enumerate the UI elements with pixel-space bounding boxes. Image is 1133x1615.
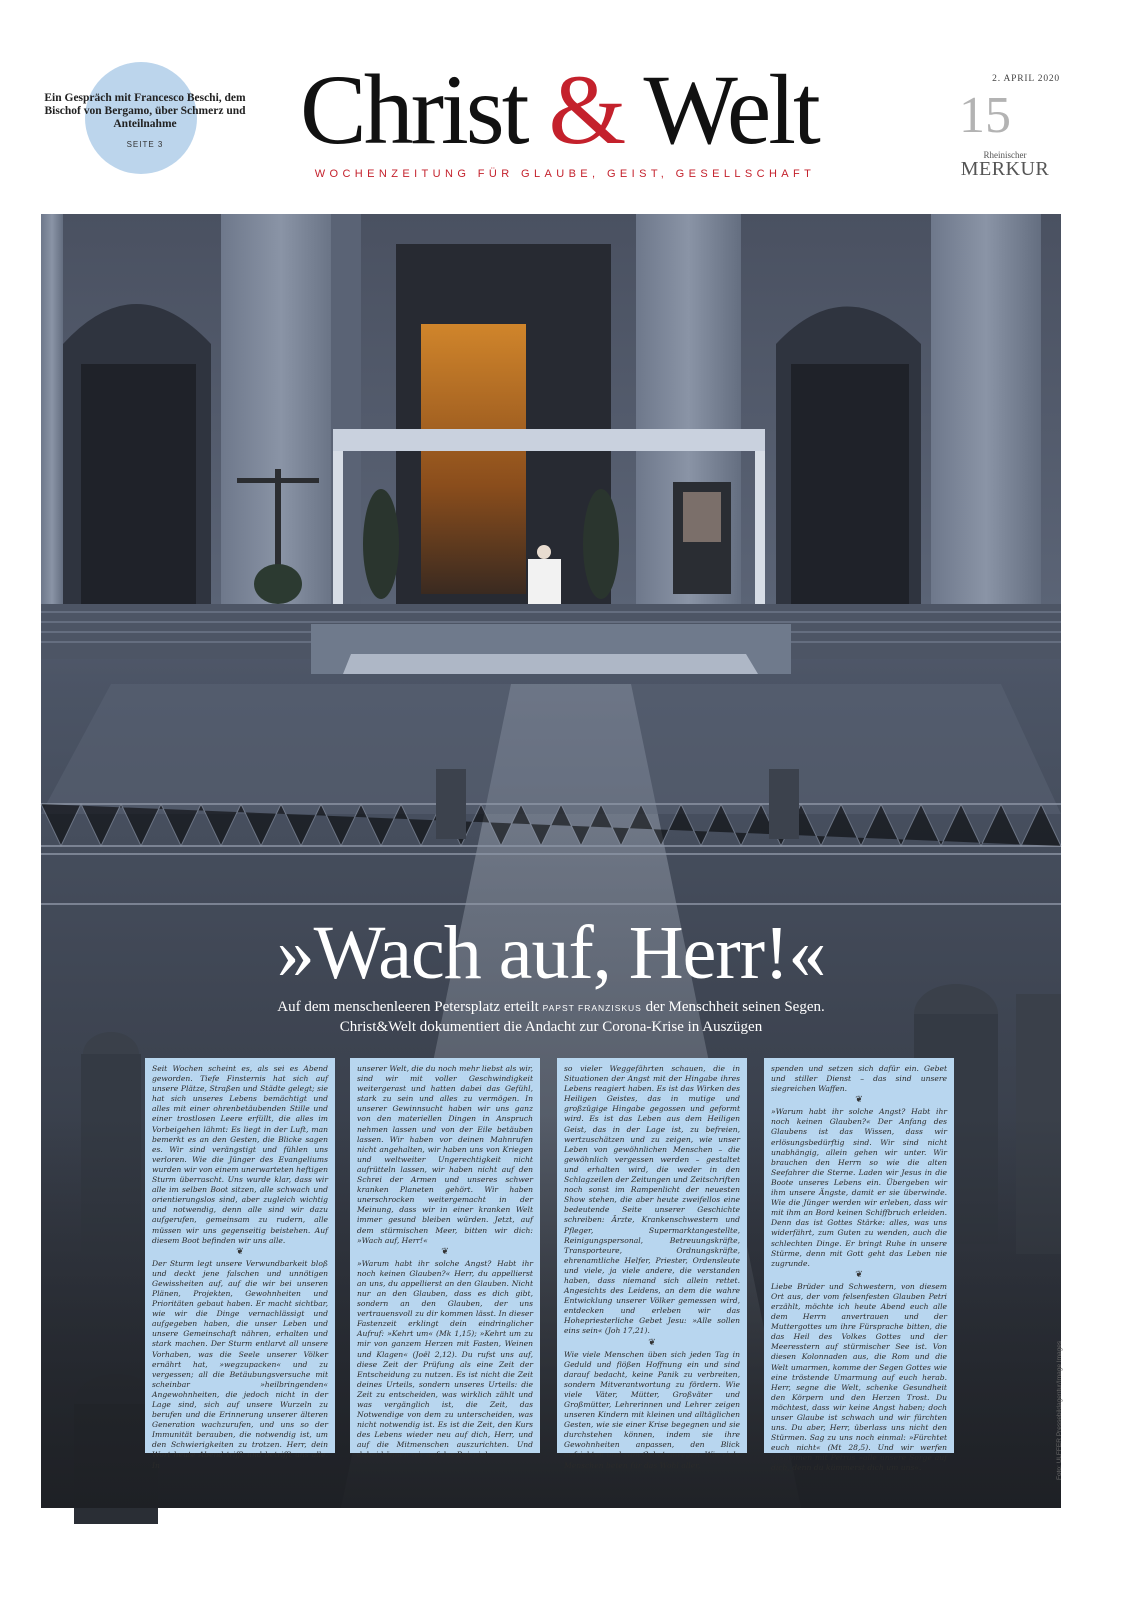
article-deck: [241, 998, 861, 1037]
teaser-text[interactable]: Ein Gespräch mit Francesco Beschi, dem Bischof von Bergamo, über Schmerz und Anteilnahme: [44, 92, 246, 130]
ornament-divider: ❦: [855, 1269, 863, 1280]
deck-text-1: Auf dem menschenleeren Petersplatz erteilt: [277, 999, 539, 1015]
paragraph: Seit Wochen scheint es, als sei es Abend geworden. Tiefe Finsternis hat sich auf unsere Plätze, Straßen und Städte gelegt; sie hat sich unseres Lebens bemächtigt und alles mit einer ohrenbetäubenden Stille und einer trostlosen Leere erfüllt, die alles im Vorbeigehen lähmt: Es liegt in der Luft, man bemerkt es an den Gesten, die Blicke sagen es. Wir sind verängstigt und fühlen uns verloren. Wie die Jünger des Evangeliums wurden wir von einem unerwarteten heftigen Sturm überrascht. Uns wurde klar, dass wir alle im selben Boot sitzen, alle schwach und orientierungslos sind, aber zugleich wichtig und notwendig, denn alle sind wir dazu aufgerufen, gemeinsam zu rudern, alle müssen wir uns gegenseitig beistehen. Auf diesem Boot befinden wir uns alle.: [152, 1064, 328, 1245]
deck-byline: PAPST FRANZISKUS: [542, 1003, 642, 1013]
article-headline: »Wach auf, Herr!«: [276, 911, 826, 995]
masthead-logo: [300, 54, 840, 165]
logo-christ: Christ: [300, 54, 549, 165]
deck-text-2: der Menschheit seinen Segen.: [645, 999, 825, 1015]
partner-logo-merkur: MERKUR: [960, 158, 1050, 180]
article-column-4: [764, 1058, 954, 1473]
paragraph: Der Sturm legt unsere Verwundbarkeit bloß und deckt jene falschen und unnötigen Gewissheiten auf, auf die wir bei unseren Plänen, Projekten, Gewohnheiten und Prioritäten gebaut haben. Er macht sichtbar, wie wir die Dinge vernachlässigt und aufgegeben haben, die unser Leben und unsere Gemeinschaft nähren, erhalten und stark machen. Der Sturm entlarvt all unsere Vorhaben, was die Seele unserer Völker ernährt hat, »wegzupacken« und zu vergessen; all die Betäubungsversuche mit scheinbar »heilbringenden« Angewohnheiten, die jedoch nicht in der Lage sind, sich auf unsere Wurzeln zu berufen und die Erinnerung unserer älteren Generation wachzurufen, und uns so der Immunität berauben, die notwendig ist, um den Schwierigkeiten zu trotzen. Herr, dein Wort heute Abend trifft und betrifft uns alle. In: [152, 1258, 328, 1470]
partner-label-small: Rheinischer: [983, 150, 1027, 160]
paragraph: »Warum habt ihr solche Angst? Habt ihr noch keinen Glauben?« Der Anfang des Glaubens ist das Wissen, dass wir erlösungsbedürftig sind. Wir sind nicht unabhängig, allein gehen wir unter. Wir brauchen den Herrn so wie die alten Seefahrer die Sterne. Laden wir Jesus in die Boote unseres Lebens ein. Übergeben wir ihm unsere Ängste, damit er sie überwinde. Wie die Jünger werden wir erleben, dass wir mit ihm an Bord keinen Schiffbruch erleiden. Denn das ist Gottes Stärke: alles, was uns widerfährt, zum Guten zu wenden, auch die schlechten Dinge. Er bringt Ruhe in unsere Stürme, denn mit Gott geht das Leben nie zugrunde.: [771, 1107, 947, 1268]
deck-text-3: Christ&Welt dokumentiert die Andacht zur Corona-Krise in Auszügen: [339, 1019, 763, 1035]
paragraph: unserer Welt, die du noch mehr liebst als wir, sind wir mit voller Geschwindigkeit weitergerast und hatten dabei das Gefühl, stark zu sein und alles zu vermögen. In unserer Gewinnsucht haben wir uns ganz von den materiellen Dingen in Anspruch nehmen lassen und von der Eile betäuben lassen. Wir haben vor deinen Mahnrufen nicht angehalten, wir haben uns von Kriegen und weltweiter Ungerechtigkeit nicht aufrütteln lassen, wir haben nicht auf den Schrei der Armen und unseres schwer kranken Planeten gehört. Wir haben unerschrocken weitergemacht in der Meinung, dass wir in einer kranken Welt immer gesund bleiben würden. Jetzt, auf dem stürmischen Meer, bitten wir dich: »Wach auf, Herr!«: [357, 1064, 533, 1245]
article-column-3: [557, 1058, 747, 1470]
article-column-2: [350, 1058, 540, 1460]
masthead-tagline: WOCHENZEITUNG FÜR GLAUBE, GEIST, GESELLSCHAFT: [314, 168, 816, 180]
photo-credit: Foto: ULFFER Pressebildagentur/Image Images: [1056, 1340, 1063, 1480]
paragraph: so vieler Weggefährten schauen, die in Situationen der Angst mit der Hingabe ihres Lebens reagiert haben. Es ist das Wirken des Heiligen Geistes, das in mutige und großzügige Hingabe gegossen und geformt wird. Es ist das Leben aus dem Heiligen Geist, das in der Lage ist, zu befreien, wertzuschätzen und zu zeigen, wie unser Leben von gewöhnlichen Menschen – die gewöhnlich vergessen werden – gestaltet und erhalten wird, die weder in den Schlagzeilen der Zeitungen und Zeitschriften noch sonst im Rampenlicht der neuesten Show stehen, die aber heute zweifellos eine bedeutende Seite unserer Geschichte schreiben: Ärzte, Krankenschwestern und Pfleger, Supermarktangestellte, Reinigungspersonal, Betreuungskräfte, Transporteure, Ordnungskräfte, ehrenamtliche Helfer, Priester, Ordensleute und viele, ja viele andere, die verstanden haben, dass niemand sich allein rettet. Angesichts des Leidens, an dem die wahre Entwicklung unserer Völker gemessen wird, entdecken und erleben wir das Hohepriesterliche Gebet Jesu: »Alle sollen eins sein« (Joh 17,21).: [564, 1064, 740, 1336]
ornament-divider: ❦: [855, 1095, 863, 1106]
paragraph: Wie viele Menschen üben sich jeden Tag in Geduld und flößen Hoffnung ein und sind darauf bedacht, keine Panik zu verbreiten, sondern Mitverantwortung zu fördern. Wie viele Väter, Mütter, Großväter und Großmütter, Lehrerinnen und Lehrer zeigen unseren Kindern mit kleinen und alltäglichen Gesten, wie sie einer Krise begegnen und sie durchstehen können, indem sie ihre Gewohnheiten anpassen, den Blick aufrichten und zum Gebet anregen. Wie viele Menschen beten für das Wohl aller,: [564, 1349, 740, 1470]
teaser-page-ref[interactable]: SEITE 3: [126, 140, 164, 149]
logo-welt: Welt: [623, 54, 818, 165]
issue-date: 2. APRIL 2020: [992, 74, 1060, 84]
article-column-1: [145, 1058, 335, 1470]
paragraph: »Warum habt ihr solche Angst? Habt ihr noch keinen Glauben?« Herr, du appellierst an uns, du appellierst an den Glauben. Nicht nur an den Glauben, dass es dich gibt, sondern an den Glauben, der uns vertrauensvoll zu dir kommen lässt. In dieser Fastenzeit erklingt dein eindringlicher Aufruf: »Kehrt um« (Mk 1,15); »Kehrt um zu mir von ganzem Herzen mit Fasten, Weinen und Klagen« (Joël 2,12). Du rufst uns auf, diese Zeit der Prüfung als eine Zeit der Entscheidung zu nutzen. Es ist nicht die Zeit deines Urteils, sondern unseres Urteils: die Zeit zu entscheiden, was wirklich zählt und was vergänglich ist, die Zeit, das Notwendige von dem zu unterscheiden, was nicht notwendig ist. Es ist die Zeit, den Kurs des Lebens wieder neu auf dich, Herr, und auf die Mitmenschen auszurichten. Und dabei können wir auf das Beispiel: [357, 1258, 533, 1460]
issue-number: 15: [959, 87, 1011, 144]
ornament-divider: ❦: [648, 1337, 656, 1348]
paragraph: spenden und setzen sich dafür ein. Gebet und stiller Dienst – das sind unsere siegreichen Waffen.: [771, 1064, 947, 1094]
ornament-divider: ❦: [236, 1246, 244, 1257]
paragraph: Liebe Brüder und Schwestern, von diesem Ort aus, der vom felsenfesten Glauben Petri erzählt, möchte ich heute Abend euch alle dem Herrn anvertrauen und der Muttergottes um ihre Fürsprache bitten, die das Heil des Volkes Gottes und der Meeresstern auf stürmischer See ist. Von diesen Kolonnaden aus, die Rom und die Welt umarmen, komme der Segen Gottes wie eine tröstende Umarmung auf euch herab. Herr, segne die Welt, schenke Gesundheit den Körpern und den Herzen Trost. Du möchtest, dass wir keine Angst haben; doch unser Glaube ist schwach und wir fürchten uns. Du aber, Herr, überlass uns nicht den Stürmen. Sag zu uns noch einmal: »Fürchtet euch nicht« (Mt 28,5). Und wir werfen zusammen mit Petrus »alle unsere Sorge auf dich, denn du kümmerst dich um uns«.: [771, 1281, 947, 1473]
logo-ampersand: &: [548, 54, 624, 165]
ornament-divider: ❦: [441, 1246, 449, 1257]
